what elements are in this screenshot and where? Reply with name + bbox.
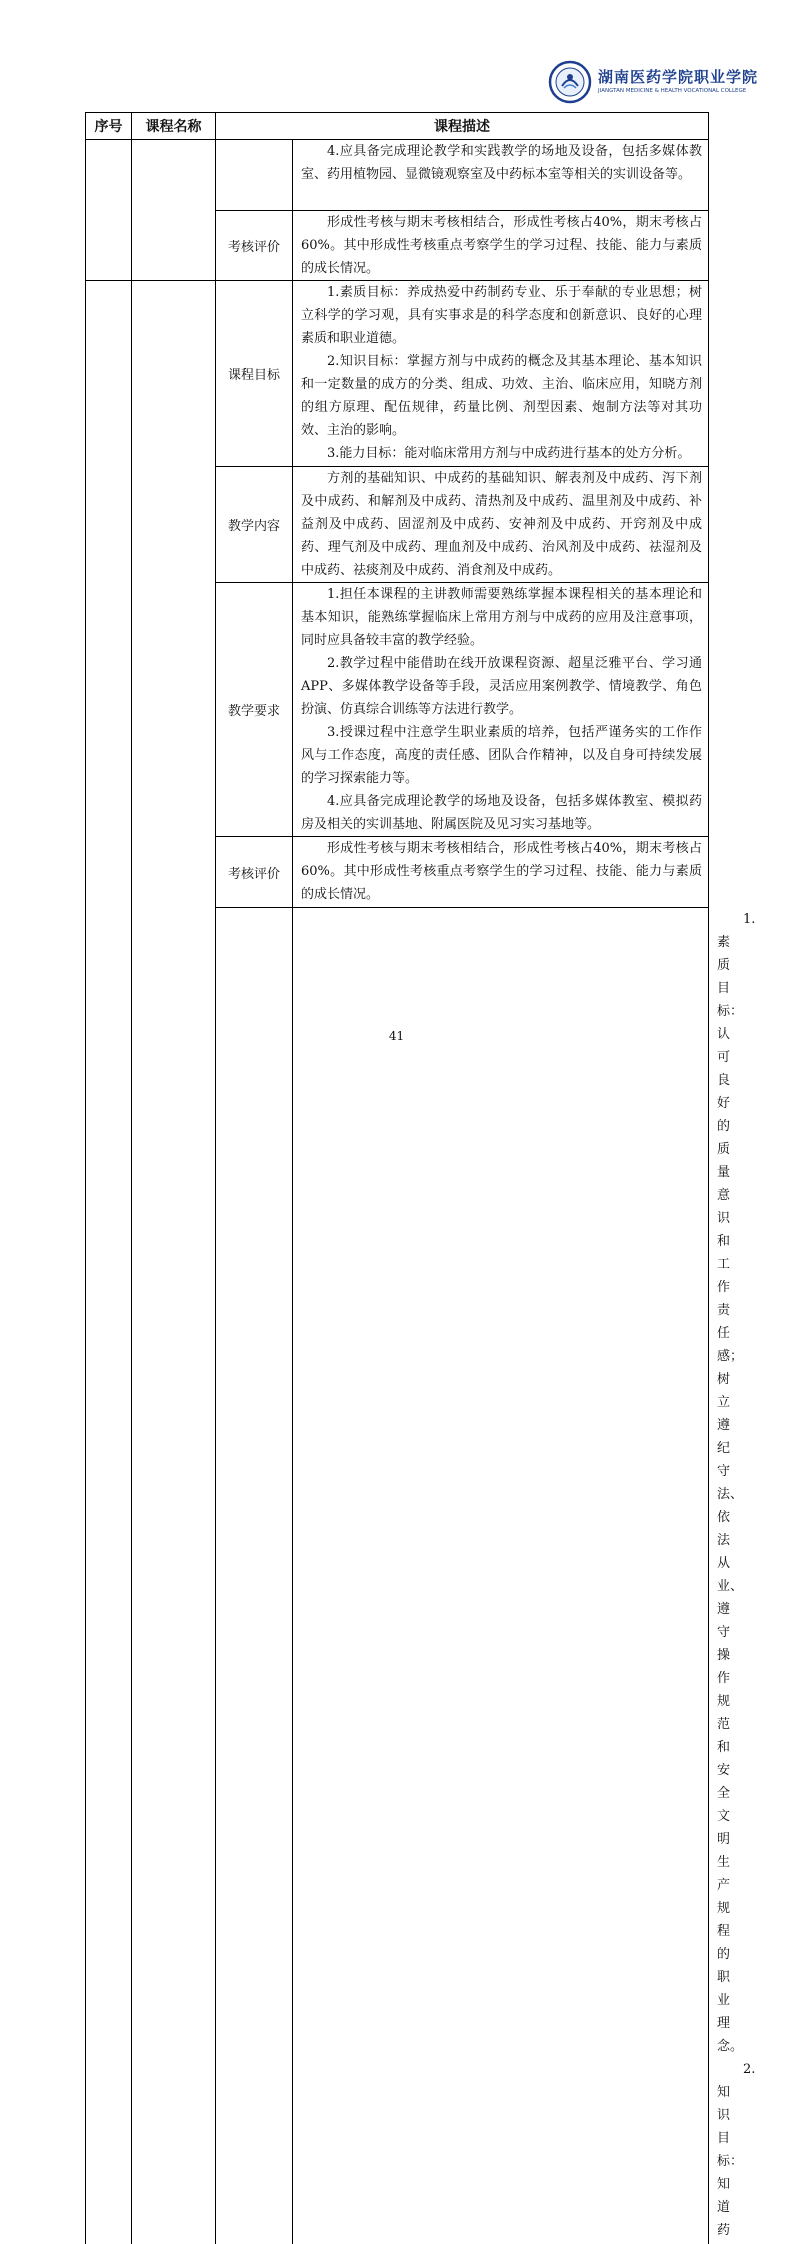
desc-cell <box>293 583 709 837</box>
desc-paragraph: 形成性考核与期末考核相结合，形成性考核占40%，期末考核占60%。其中形成性考核重点考察学生的学习过程、技能、能力与素质的成长情况。 <box>301 837 702 906</box>
table-row: 1.素质目标：认可良好的质量意识和工作责任感；树立遵纪守法、依法从业、遵守操作规范和安全文明生产规程的职业理念。 2.知识目标：知道药 <box>86 908 709 2244</box>
course-name-cell <box>132 140 216 281</box>
sub-item-label: 教学要求 <box>216 583 293 837</box>
desc-cell <box>293 837 709 908</box>
page-number: 41 <box>0 1029 793 1043</box>
course-num-cell <box>86 140 132 281</box>
desc-paragraph: 3.授课过程中注意学生职业素质的培养，包括严谨务实的工作作风与工作态度，高度的责任感、团队合作精神，以及自身可持续发展的学习探索能力等。 <box>301 721 702 790</box>
logo-english-name: JIANGTAN MEDICINE & HEALTH VOCATIONAL COLLEGE <box>598 88 746 94</box>
desc-paragraph: 形成性考核与期末考核相结合，形成性考核占40%，期末考核占60%。其中形成性考核重点考察学生的学习过程、技能、能力与素质的成长情况。 <box>301 211 702 280</box>
sub-item-label: 课程目标 <box>216 281 293 467</box>
logo-chinese-name: 湖南医药学院职业学院 <box>598 66 758 87</box>
header-course-desc: 课程描述 <box>216 113 709 140</box>
table-row <box>86 140 709 211</box>
sub-item-label: 教学内容 <box>216 467 293 583</box>
desc-cell <box>293 211 709 281</box>
desc-paragraph: 方剂的基础知识、中成药的基础知识、解表剂及中成药、泻下剂及中成药、和解剂及中成药、清热剂及中成药、温里剂及中成药、补益剂及中成药、固涩剂及中成药、安神剂及中成药、开窍剂及中成药、理气剂及中成药、理血剂及中成药、治风剂及中成药、祛湿剂及中成药、祛痰剂及中成药、消食剂及中成药。 <box>301 467 702 582</box>
desc-paragraph: 4.应具备完成理论教学和实践教学的场地及设备，包括多媒体教室、药用植物园、显微镜观察室及中药标本室等相关的实训设备等。 <box>301 140 702 186</box>
desc-cell <box>293 281 709 467</box>
course-num <box>86 281 132 2244</box>
desc-paragraph: 3.能力目标：能对临床常用方剂与中成药进行基本的处方分析。 <box>301 442 702 465</box>
sub-item-label: 考核评价 <box>216 837 293 908</box>
college-logo <box>548 60 734 106</box>
header-course-name: 课程名称 <box>132 113 216 140</box>
desc-cell <box>293 467 709 583</box>
sub-item-label: 考核评价 <box>216 211 293 281</box>
table-header-row <box>86 113 709 140</box>
sub-item-cell <box>216 140 293 211</box>
course-name <box>293 908 709 2244</box>
table-row <box>86 281 709 467</box>
course-num <box>216 908 293 2244</box>
desc-paragraph: 1.担任本课程的主讲教师需要熟练掌握本课程相关的基本理论和基本知识，能熟练掌握临床上常用方剂与中成药的应用及注意事项，同时应具备较丰富的教学经验。 <box>301 583 702 652</box>
desc-paragraph: 2.知识目标：掌握方剂与中成药的概念及其基本理论、基本知识和一定数量的成方的分类、组成、功效、主治、临床应用，知晓方剂的组方原理、配伍规律，药量比例、剂型因素、炮制方法等对其功效、主治的影响。 <box>301 350 702 442</box>
desc-cell <box>293 140 709 211</box>
desc-paragraph: 1.素质目标：养成热爱中药制药专业、乐于奉献的专业思想；树立科学的学习观，具有实事求是的科学态度和创新意识、良好的心理素质和职业道德。 <box>301 281 702 350</box>
curriculum-table <box>85 112 709 2244</box>
course-name <box>132 281 216 2244</box>
header-seq: 序号 <box>86 113 132 140</box>
desc-paragraph: 4.应具备完成理论教学的场地及设备，包括多媒体教室、模拟药房及相关的实训基地、附属医院及见习实习基地等。 <box>301 790 702 836</box>
college-emblem-icon <box>548 60 592 104</box>
desc-paragraph: 2.教学过程中能借助在线开放课程资源、超星泛雅平台、学习通APP、多媒体教学设备等手段，灵活应用案例教学、情境教学、角色扮演、仿真综合训练等方法进行教学。 <box>301 652 702 721</box>
